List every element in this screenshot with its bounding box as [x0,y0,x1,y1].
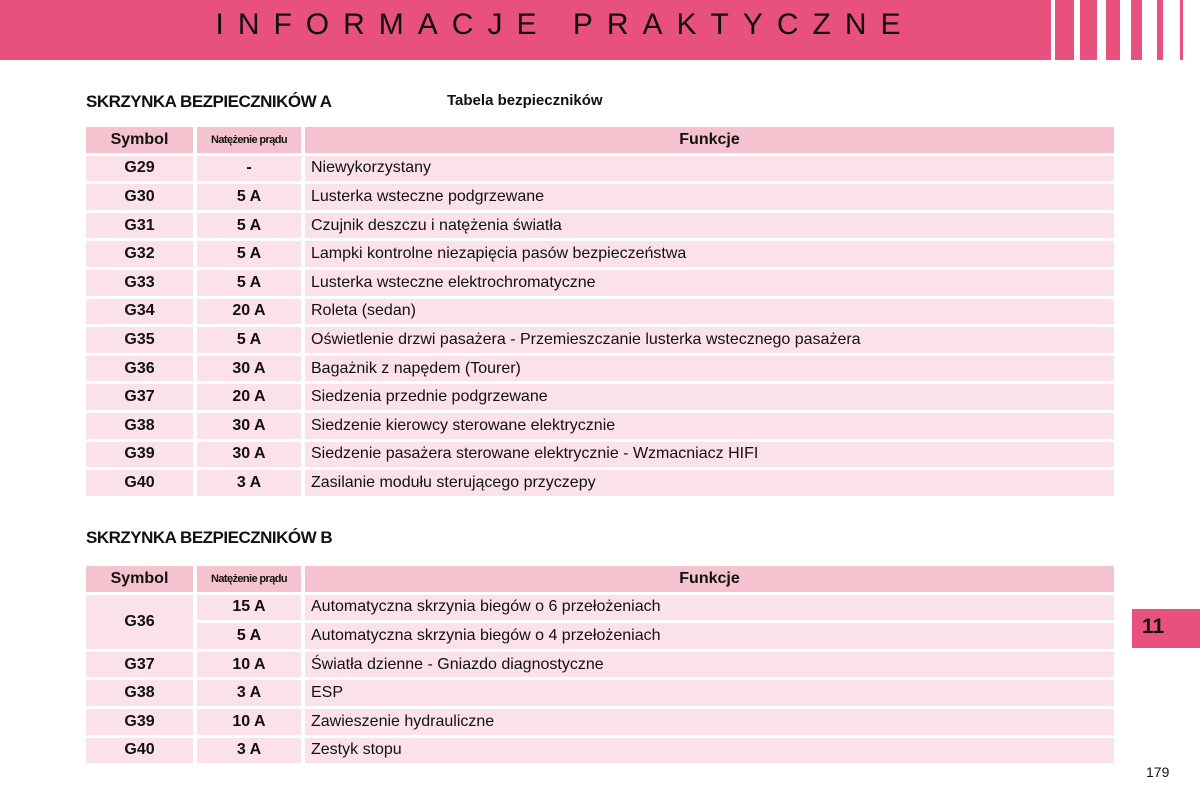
fuse-symbol: G30 [86,184,193,210]
fuse-table-b [86,566,1114,763]
column-header-function: Funkcje [305,127,1114,153]
fuse-current: 15 A [197,595,301,621]
decor-stripe [1106,0,1120,60]
decor-stripe [1080,0,1097,60]
decor-stripe [1180,0,1183,60]
fuse-current: 3 A [197,738,301,764]
fuse-symbol: G37 [86,384,193,410]
chapter-tab: 11 [1132,609,1200,648]
fuse-symbol: G37 [86,652,193,678]
fuse-function: Lusterka wsteczne elektrochromatyczne [305,270,1114,296]
fuse-function: ESP [305,680,1114,706]
fuse-function: Czujnik deszczu i natężenia światła [305,213,1114,239]
fuse-current: 20 A [197,299,301,325]
fuse-current: 3 A [197,470,301,496]
column-header-current: Natężenie prądu [197,127,301,153]
page-number: 179 [1146,764,1170,780]
fuse-function: Oświetlenie drzwi pasażera - Przemieszczanie lusterka wstecznego pasażera [305,327,1114,353]
fuse-current: 5 A [197,184,301,210]
fuse-table-a [86,127,1114,496]
fuse-current: 20 A [197,384,301,410]
section-a-subtitle: Tabela bezpieczników [447,92,603,109]
fuse-function: Siedzenia przednie podgrzewane [305,384,1114,410]
fuse-symbol: G38 [86,680,193,706]
fuse-symbol: G34 [86,299,193,325]
fuse-current: - [197,156,301,182]
fuse-current: 30 A [197,442,301,468]
fuse-symbol: G36 [86,595,193,649]
fuse-current: 30 A [197,413,301,439]
fuse-current: 5 A [197,270,301,296]
fuse-function: Siedzenie kierowcy sterowane elektrycznie [305,413,1114,439]
fuse-symbol: G39 [86,709,193,735]
page-title: INFORMACJE PRAKTYCZNE [215,8,915,41]
fuse-symbol: G40 [86,470,193,496]
section-b-title: SKRZYNKA BEZPIECZNIKÓW B [86,528,333,547]
fuse-symbol: G35 [86,327,193,353]
fuse-current: 5 A [197,241,301,267]
fuse-function: Roleta (sedan) [305,299,1114,325]
fuse-symbol: G38 [86,413,193,439]
fuse-symbol: G36 [86,356,193,382]
fuse-function: Bagażnik z napędem (Tourer) [305,356,1114,382]
fuse-function: Automatyczna skrzynia biegów o 4 przełożeniach [305,623,1114,649]
column-header-symbol: Symbol [86,566,193,592]
fuse-symbol: G29 [86,156,193,182]
fuse-symbol: G32 [86,241,193,267]
fuse-current: 10 A [197,652,301,678]
fuse-function: Lusterka wsteczne podgrzewane [305,184,1114,210]
fuse-function: Niewykorzystany [305,156,1114,182]
fuse-symbol: G31 [86,213,193,239]
fuse-current: 10 A [197,709,301,735]
header-bar [0,0,1051,60]
decor-stripe [1157,0,1163,60]
fuse-function: Zawieszenie hydrauliczne [305,709,1114,735]
column-header-current: Natężenie prądu [197,566,301,592]
fuse-function: Automatyczna skrzynia biegów o 6 przełożeniach [305,595,1114,621]
fuse-function: Zasilanie modułu sterującego przyczepy [305,470,1114,496]
fuse-symbol: G39 [86,442,193,468]
decor-stripe [1131,0,1142,60]
column-header-symbol: Symbol [86,127,193,153]
fuse-current: 30 A [197,356,301,382]
fuse-function: Lampki kontrolne niezapięcia pasów bezpieczeństwa [305,241,1114,267]
fuse-symbol: G33 [86,270,193,296]
decor-stripe [1055,0,1074,60]
fuse-current: 3 A [197,680,301,706]
section-a-title: SKRZYNKA BEZPIECZNIKÓW A [86,92,332,111]
fuse-function: Światła dzienne - Gniazdo diagnostyczne [305,652,1114,678]
column-header-function: Funkcje [305,566,1114,592]
fuse-function: Siedzenie pasażera sterowane elektrycznie - Wzmacniacz HIFI [305,442,1114,468]
fuse-current: 5 A [197,623,301,649]
fuse-symbol: G40 [86,738,193,764]
fuse-current: 5 A [197,327,301,353]
fuse-current: 5 A [197,213,301,239]
fuse-function: Zestyk stopu [305,738,1114,764]
